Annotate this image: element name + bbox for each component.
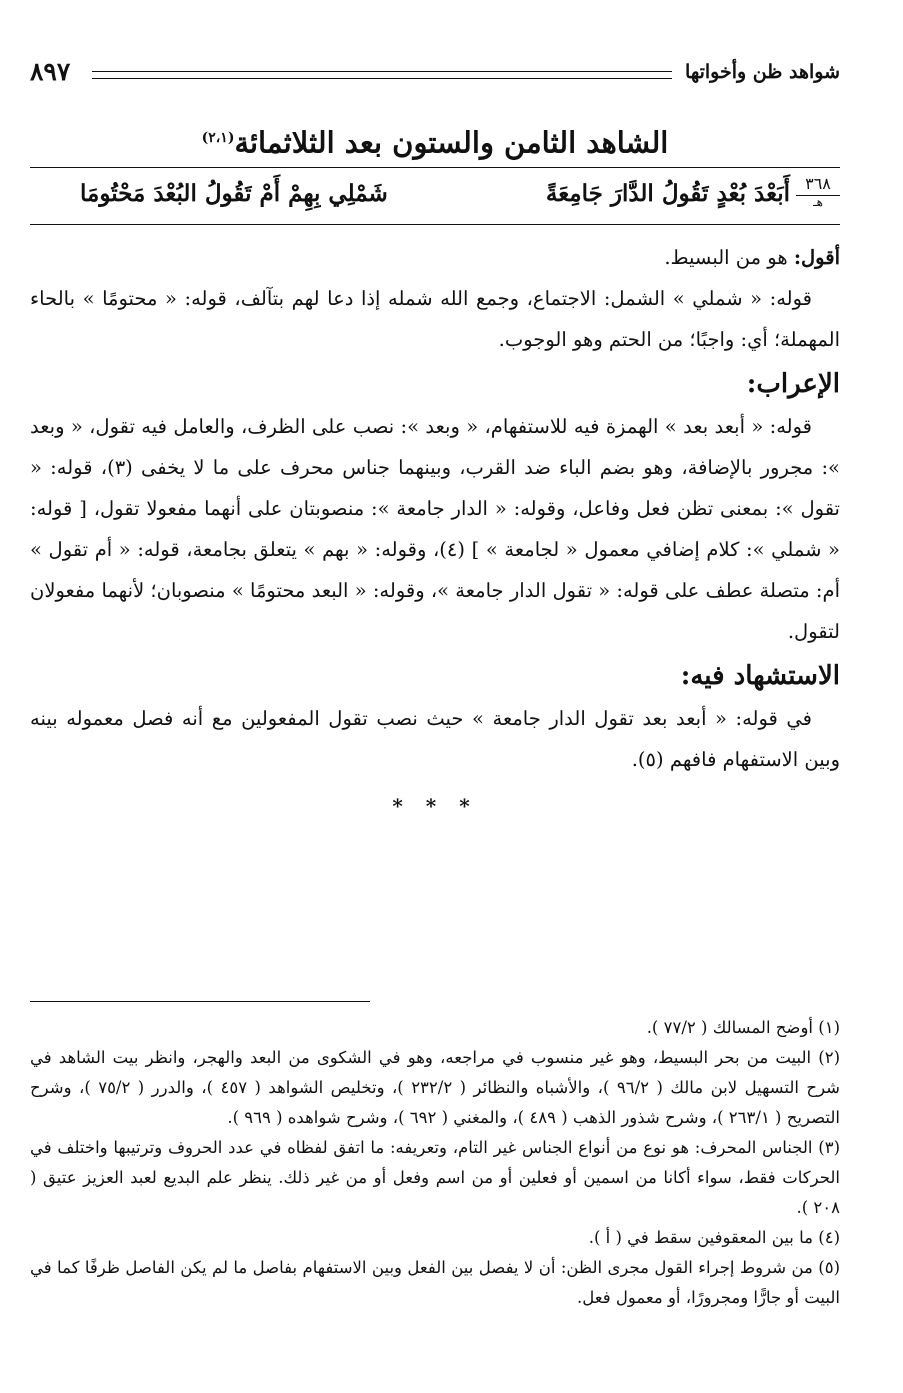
running-head-rule bbox=[92, 71, 672, 79]
section-separator: * * * bbox=[392, 794, 478, 818]
page-number: ٨٩٧ bbox=[30, 57, 71, 86]
verse-number-marker: هـ bbox=[813, 195, 823, 209]
paragraph-istishhad: في قوله: « أبعد بعد تقول الدار جامعة » حيث نصب تقول المفعولين مع أنه فصل معموله بينه وبين الاستفهام فافهم (٥). bbox=[30, 707, 840, 771]
heading-footnote-ref: (٢،١) bbox=[201, 130, 235, 146]
paragraph-shamli: قوله: « شملي » الشمل: الاجتماع، وجمع الله شمله إذا دعا لهم بتآلف، قوله: « محتومًا » بالحاء المهملة؛ أي: واجبًا؛ من الحتم وهو الوجوب. bbox=[30, 287, 840, 351]
paragraph-aqul bbox=[30, 237, 840, 278]
footnote-2: (٢) البيت من بحر البسيط، وهو غير منسوب في مراجعه، وهو في الشكوى من البعد والهجر، وانظر بيت الشاهد في شرح التسهيل لابن مالك ( ٩٦/٢ )، والأشباه والنظائر ( ٢٣٢/٢ )، وتخليص الشواهد ( ٤٥٧ )، والدرر ( ٧٥/٢ )، وشرح التصريح ( ٢٦٣/١ )، وشرح شذور الذهب ( ٤٨٩ )، والمغني ( ٦٩٢ )، وشرح شواهده ( ٩٦٩ ). bbox=[30, 1048, 841, 1127]
footnote-3: (٣) الجناس المحرف: هو نوع من أنواع الجناس غير التام، وتعريفه: ما اتفق لفظاه في عدد الحروف وترتيبها واختلف في الحركات فقط، سواء أكانا من اسمين أو فعلين أو من اسم وفعل أو من غير ذلك. ينظر علم البديع لعبد العزيز عتيق ( ٢٠٨ ). bbox=[30, 1138, 840, 1217]
footnote-1: (١) أوضح المسالك ( ٧٧/٢ ). bbox=[646, 1018, 840, 1037]
footnote-4: (٤) ما بين المعقوفين سقط في ( أ ). bbox=[588, 1228, 840, 1247]
footnotes bbox=[30, 1013, 840, 1313]
verse-box bbox=[30, 167, 840, 225]
running-head bbox=[30, 55, 840, 91]
aqul-label: أقول: bbox=[793, 246, 840, 269]
paragraph-i3rab: قوله: « أبعد بعد » الهمزة فيه للاستفهام، « وبعد »: نصب على الظرف، والعامل فيه تقول، « وبعد »: مجرور بالإضافة، وهو بضم الباء ضد القرب، وبينهما جناس محرف على ما لا يخفى (٣)، قوله: « تقول »: بمعنى تظن فعل وفاعل، وقوله: « الدار جامعة »: منصوبتان على أنهما مفعولا تقول، [ قوله: « شملي »: كلام إضافي معمول « لجامعة » ] (٤)، وقوله: « بهم » يتعلق بجامعة، قوله: « أم تقول » أم: متصلة عطف على قوله: « تقول الدار جامعة »، وقوله: « البعد محتومًا » منصوبان؛ لأنهما مفعولان لتقول. bbox=[30, 415, 840, 643]
istishhad-heading: الاستشهاد فيه: bbox=[680, 661, 840, 691]
footnote-rule bbox=[30, 1001, 370, 1002]
i3rab-heading: الإعراب: bbox=[746, 369, 840, 399]
footnote-5: (٥) من شروط إجراء القول مجرى الظن: أن لا يفصل بين الفعل وبين الاستفهام بفاصل ما لم يكن الفاصل ظرفًا كما في البيت أو جارًّا ومجرورًا، أو معمول فعل. bbox=[30, 1258, 840, 1307]
verse-first-hemistich: أَبَعْدَ بُعْدٍ تَقُولُ الدَّارَ جَامِعَةً bbox=[545, 180, 790, 207]
verse-second-hemistich: شَمْلِي بِهِمْ أَمْ تَقُولُ البُعْدَ مَحْتُومَا bbox=[80, 180, 388, 207]
aqul-text: هو من البسيط. bbox=[664, 246, 794, 269]
heading-text: الشاهد الثامن والستون بعد الثلاثمائة bbox=[234, 125, 669, 160]
verse-number-value: ٣٦٨ bbox=[796, 174, 840, 196]
section-heading bbox=[30, 115, 840, 161]
running-head-title: شواهد ظن وأخواتها bbox=[685, 61, 840, 83]
verse-number bbox=[796, 174, 840, 208]
book-page bbox=[30, 55, 841, 1307]
